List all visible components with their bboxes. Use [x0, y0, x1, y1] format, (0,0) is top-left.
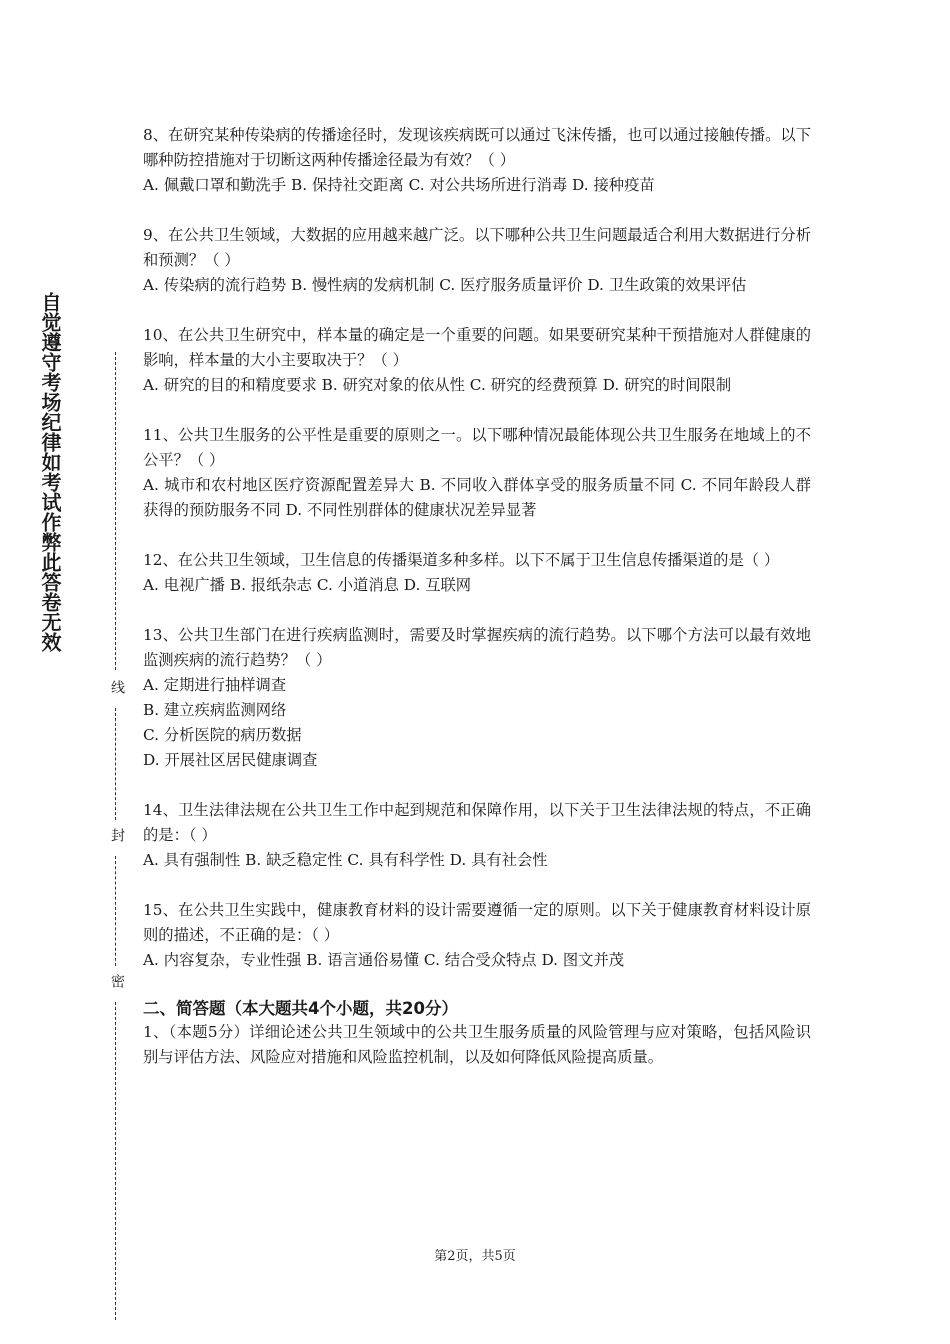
page-number: 第2页，共5页: [434, 1249, 516, 1264]
question-9: [143, 223, 811, 298]
section-title-short-answer: 二、简答题（本大题共4个小题，共20分）: [143, 999, 458, 1018]
question-8: [143, 123, 811, 198]
option-a: A. 定期进行抽样调查: [143, 676, 287, 694]
question-options: A. 内容复杂，专业性强 B. 语言通俗易懂 C. 结合受众特点 D. 图文并茂: [143, 951, 625, 969]
essay-question-1: [143, 1020, 811, 1070]
question-options: A. 佩戴口罩和勤洗手 B. 保持社交距离 C. 对公共场所进行消毒 D. 接种疫苗: [143, 176, 655, 194]
option-d: D. 开展社区居民健康调查: [143, 751, 318, 769]
question-12: [143, 548, 811, 598]
question-stem: 11、公共卫生服务的公平性是重要的原则之一。以下哪种情况最能体现公共卫生服务在地域上的不公平？（ ）: [143, 426, 811, 469]
question-stem: 9、在公共卫生领域，大数据的应用越来越广泛。以下哪种公共卫生问题最适合利用大数据进行分析和预测？（ ）: [143, 226, 811, 269]
question-stem: 12、在公共卫生领域，卫生信息的传播渠道多种多样。以下不属于卫生信息传播渠道的是（ ）: [143, 551, 780, 569]
seal-cut-line: [115, 1002, 116, 1320]
question-stem: 10、在公共卫生研究中，样本量的确定是一个重要的问题。如果要研究某种干预措施对人群健康的影响，样本量的大小主要取决于？（ ）: [143, 326, 811, 369]
question-options: A. 传染病的流行趋势 B. 慢性病的发病机制 C. 医疗服务质量评价 D. 卫生政策的效果评估: [143, 276, 747, 294]
seal-label-seal: 封: [106, 828, 126, 842]
question-10: [143, 323, 811, 398]
seal-cut-line: [115, 352, 116, 670]
option-c: C. 分析医院的病历数据: [143, 726, 302, 744]
seal-label-line: 线: [106, 680, 126, 694]
option-b: B. 建立疾病监测网络: [143, 701, 287, 719]
question-stem: 14、卫生法律法规在公共卫生工作中起到规范和保障作用，以下关于卫生法律法规的特点，不正确的是：（ ）: [143, 801, 811, 844]
question-options: A. 研究的目的和精度要求 B. 研究对象的依从性 C. 研究的经费预算 D. 研究的时间限制: [143, 376, 732, 394]
question-stem: 15、在公共卫生实践中，健康教育材料的设计需要遵循一定的原则。以下关于健康教育材料设计原则的描述，不正确的是：（ ）: [143, 901, 811, 944]
question-11: [143, 423, 811, 523]
essay-question-text: 1、（本题5分）详细论述公共卫生领域中的公共卫生服务质量的风险管理与应对策略，包括风险识别与评估方法、风险应对措施和风险监控机制，以及如何降低风险提高质量。: [143, 1023, 811, 1066]
question-options: A. 具有强制性 B. 缺乏稳定性 C. 具有科学性 D. 具有社会性: [143, 851, 548, 869]
question-stem: 8、在研究某种传染病的传播途径时，发现该疾病既可以通过飞沫传播，也可以通过接触传播。以下哪种防控措施对于切断这两种传播途径最为有效？（ ）: [143, 126, 811, 169]
question-13: [143, 623, 811, 773]
question-stem: 13、公共卫生部门在进行疾病监测时，需要及时掌握疾病的流行趋势。以下哪个方法可以最有效地监测疾病的流行趋势？（ ）: [143, 626, 811, 669]
exam-content: [143, 123, 811, 1070]
question-options: A. 电视广播 B. 报纸杂志 C. 小道消息 D. 互联网: [143, 576, 472, 594]
question-15: [143, 898, 811, 973]
question-14: [143, 798, 811, 873]
seal-cut-line: [115, 856, 116, 966]
seal-cut-line: [115, 708, 116, 820]
exam-discipline-notice: 自觉遵守考场纪律如考试作弊此答卷无效: [38, 292, 62, 652]
seal-label-secret: 密: [106, 974, 126, 988]
question-options: A. 城市和农村地区医疗资源配置差异大 B. 不同收入群体享受的服务质量不同 C. 不同年龄段人群获得的预防服务不同 D. 不同性别群体的健康状况差异显著: [143, 476, 811, 519]
